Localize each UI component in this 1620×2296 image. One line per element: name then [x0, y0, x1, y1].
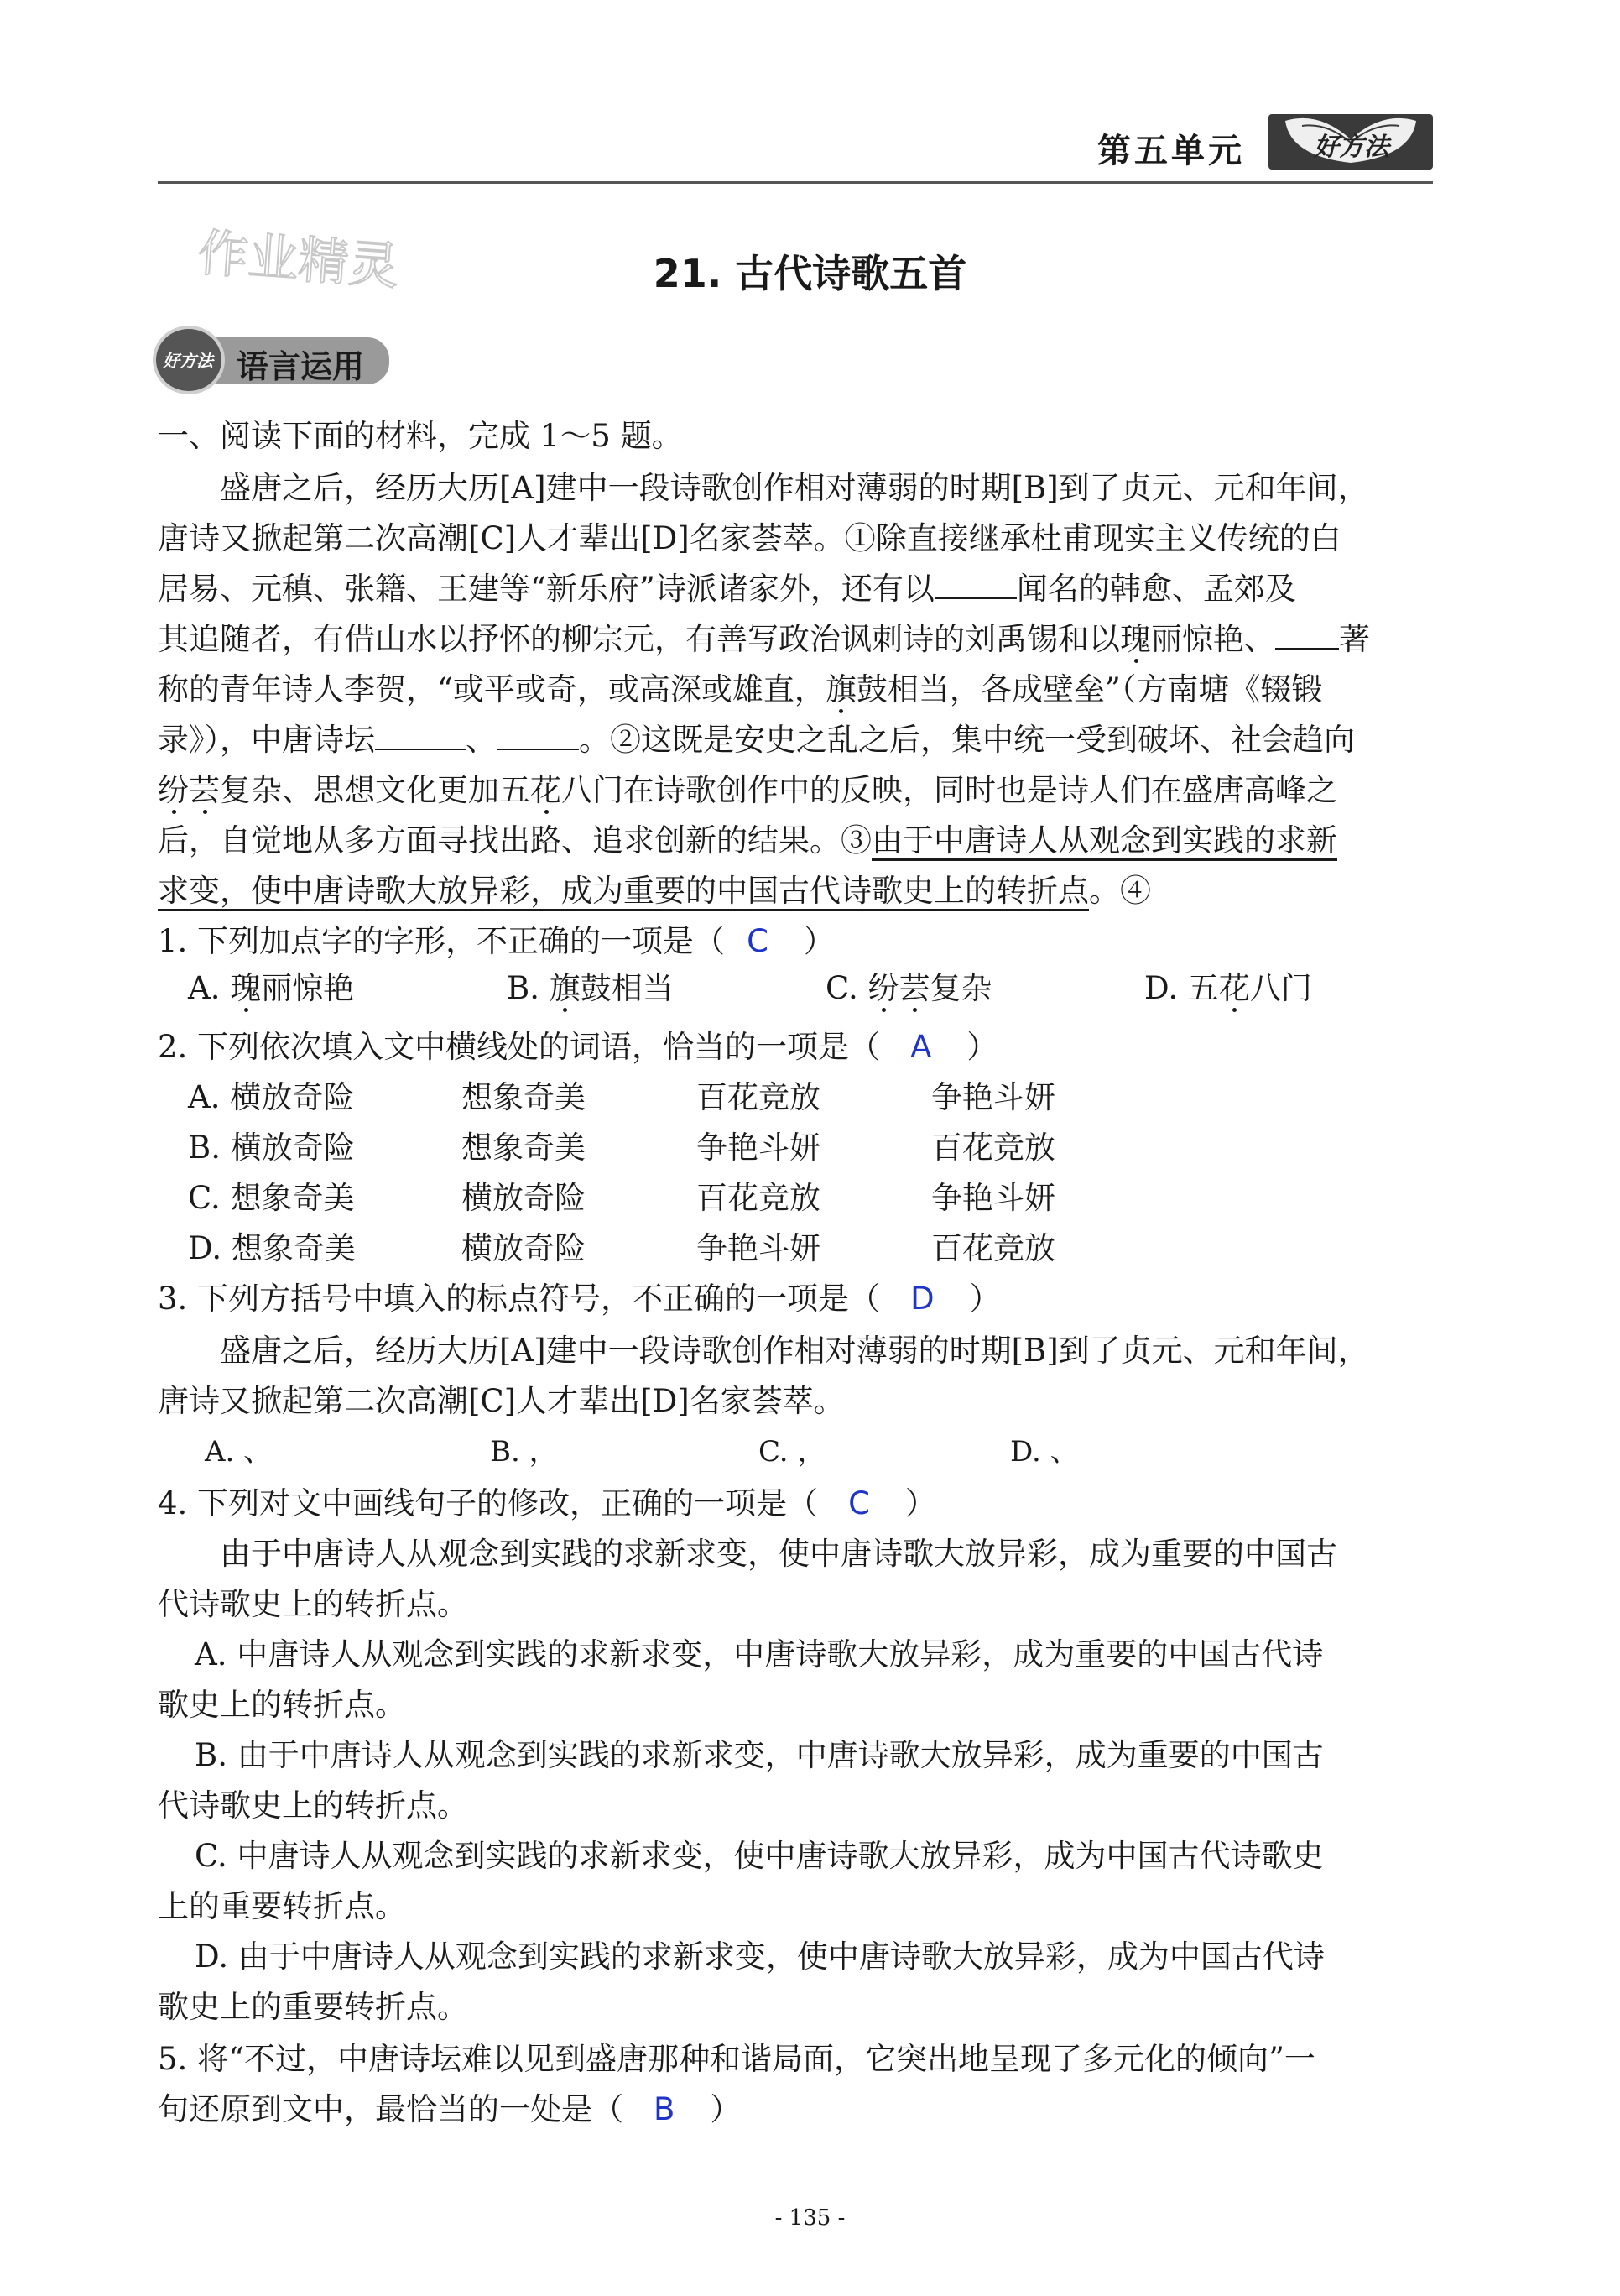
passage-line-2: 唐诗又掀起第二次高潮[C]人才辈出[D]名家荟萃。①除直接继承杜甫现实主义传统的白 — [158, 520, 1341, 556]
header-logo — [1268, 114, 1433, 170]
q2-option-c-item-2: 横放奇险 — [461, 1180, 586, 1216]
header-rule — [158, 181, 1433, 184]
q1-option-a: A. 瑰丽惊艳 — [188, 963, 354, 1014]
question-3: 3. 下列方括号中填入的标点符号，不正确的一项是（ D ） — [158, 1281, 1001, 1317]
section-header — [153, 322, 404, 396]
blank-2 — [1275, 623, 1339, 650]
q3-option-b: B. ， — [490, 1435, 558, 1469]
watermark: 作业精灵 — [195, 223, 401, 297]
passage-line-1: 盛唐之后，经历大历[A]建中一段诗歌创作相对薄弱的时期[B]到了贞元、元和年间， — [220, 470, 1369, 506]
q4-option-d-line-1: D. 由于中唐诗人从观念到实践的求新求变，使中唐诗歌大放异彩，成为中国古代诗 — [195, 1939, 1325, 1975]
q2-option-a-item-2: 想象奇美 — [461, 1079, 586, 1115]
passage-line-5: 称的青年诗人李贺，“或平或奇，或高深或雄直，旗鼓相当，各成壁垒”（方南塘《辍锻 — [158, 665, 1322, 715]
answer-4: C — [848, 1485, 870, 1521]
q2-option-b-item-3: 争艳斗妍 — [696, 1130, 820, 1166]
passage-line-7: 纷芸复杂、思想文化更加五花八门在诗歌创作中的反映，同时也是诗人们在盛唐高峰之 — [158, 765, 1337, 816]
q1-option-d: D. 五花八门 — [1144, 963, 1312, 1014]
blank-4 — [497, 723, 579, 750]
q2-option-b-item-1: B. 横放奇险 — [188, 1130, 355, 1166]
question-5-line-1: 5. 将“不过，中唐诗坛难以见到盛唐那种和谐局面，它突出地呈现了多元化的倾向”一 — [158, 2041, 1315, 2077]
logo-text: 好方法 — [1314, 133, 1389, 162]
section-badge-icon: 好方法 — [153, 326, 225, 394]
question-1: 1. 下列加点字的字形，不正确的一项是（ C ） — [158, 923, 835, 959]
q4-option-c-line-1: C. 中唐诗人从观念到实践的求新求变，使中唐诗歌大放异彩，成为中国古代诗歌史 — [195, 1838, 1324, 1874]
answer-3: D — [910, 1281, 935, 1317]
q4-option-d-line-2: 歌史上的重要转折点。 — [158, 1989, 468, 2025]
underlined-sentence: 由于中唐诗人从观念到实践的求新 — [872, 822, 1337, 861]
q2-option-b-item-2: 想象奇美 — [461, 1130, 586, 1166]
q2-option-a-item-1: A. 横放奇险 — [188, 1079, 355, 1115]
q2-option-a-item-4: 争艳斗妍 — [931, 1079, 1055, 1115]
q2-option-b-item-4: 百花竞放 — [931, 1130, 1055, 1166]
q2-option-d-item-1: D. 想象奇美 — [188, 1230, 356, 1266]
unit-label: 第五单元 — [1097, 132, 1245, 170]
q3-passage-line-2: 唐诗又掀起第二次高潮[C]人才辈出[D]名家荟萃。 — [158, 1383, 845, 1419]
q2-option-c-item-3: 百花竞放 — [696, 1180, 820, 1216]
passage-line-3: 居易、元稹、张籍、王建等“新乐府”诗派诸家外，还有以 闻名的韩愈、孟郊及 — [158, 571, 1296, 607]
q4-option-c-line-2: 上的重要转折点。 — [158, 1888, 406, 1924]
q4-original-line-2: 代诗歌史上的转折点。 — [158, 1586, 468, 1622]
q3-option-a: A. 、 — [205, 1435, 273, 1469]
q3-option-d: D. 、 — [1010, 1435, 1079, 1469]
q4-option-a-line-1: A. 中唐诗人从观念到实践的求新求变，中唐诗歌大放异彩，成为重要的中国古代诗 — [195, 1636, 1324, 1672]
answer-5: B — [654, 2091, 675, 2127]
q4-option-b-line-1: B. 由于中唐诗人从观念到实践的求新求变，中唐诗歌大放异彩，成为重要的中国古 — [195, 1737, 1324, 1773]
q3-passage-line-1: 盛唐之后，经历大历[A]建中一段诗歌创作相对薄弱的时期[B]到了贞元、元和年间， — [220, 1333, 1369, 1369]
q2-option-c-item-4: 争艳斗妍 — [931, 1180, 1055, 1216]
q2-option-d-item-2: 横放奇险 — [461, 1230, 586, 1266]
underlined-sentence-cont: 求变，使中唐诗歌大放异彩，成为重要的中国古代诗歌史上的转折点 — [158, 873, 1089, 911]
question-4: 4. 下列对文中画线句子的修改，正确的一项是（ C ） — [158, 1485, 936, 1521]
page-title: 21. 古代诗歌五首 — [653, 251, 967, 296]
page-number: - 135 - — [774, 2205, 846, 2231]
q2-option-a-item-3: 百花竞放 — [696, 1079, 820, 1115]
q2-option-d-item-4: 百花竞放 — [931, 1230, 1055, 1266]
q3-option-c: C. ， — [758, 1435, 826, 1469]
q4-option-a-line-2: 歌史上的转折点。 — [158, 1687, 406, 1723]
q1-option-b: B. 旗鼓相当 — [507, 963, 674, 1014]
q4-original-line-1: 由于中唐诗人从观念到实践的求新求变，使中唐诗歌大放异彩，成为重要的中国古 — [220, 1536, 1337, 1572]
passage-line-4: 其追随者，有借山水以抒怀的柳宗元，有善写政治讽刺诗的刘禹锡和以瑰丽惊艳、 著 — [158, 614, 1370, 665]
q4-option-b-line-2: 代诗歌史上的转折点。 — [158, 1787, 468, 1824]
header — [158, 109, 1433, 186]
q1-option-c: C. 纷芸复杂 — [826, 963, 992, 1014]
section-label: 语言运用 — [237, 348, 365, 385]
blank-3 — [375, 723, 466, 750]
passage-line-6: 录》），中唐诗坛 、 。②这既是安史之乱之后，集中统一受到破坏、社会趋向 — [158, 722, 1355, 758]
answer-1: C — [747, 923, 768, 959]
passage-line-9: 求变，使中唐诗歌大放异彩，成为重要的中国古代诗歌史上的转折点。④ — [158, 866, 1151, 916]
passage-line-8: 后，自觉地从多方面寻找出路、追求创新的结果。③由于中唐诗人从观念到实践的求新 — [158, 816, 1337, 866]
q2-option-c-item-1: C. 想象奇美 — [188, 1180, 355, 1216]
intro-line: 一、阅读下面的材料，完成 1～5 题。 — [158, 418, 683, 454]
question-5-line-2: 句还原到文中，最恰当的一处是（ B ） — [158, 2091, 742, 2127]
answer-2: A — [910, 1029, 932, 1065]
blank-1 — [935, 572, 1017, 599]
question-2: 2. 下列依次填入文中横线处的词语，恰当的一项是（ A ） — [158, 1029, 998, 1065]
q2-option-d-item-3: 争艳斗妍 — [696, 1230, 820, 1266]
